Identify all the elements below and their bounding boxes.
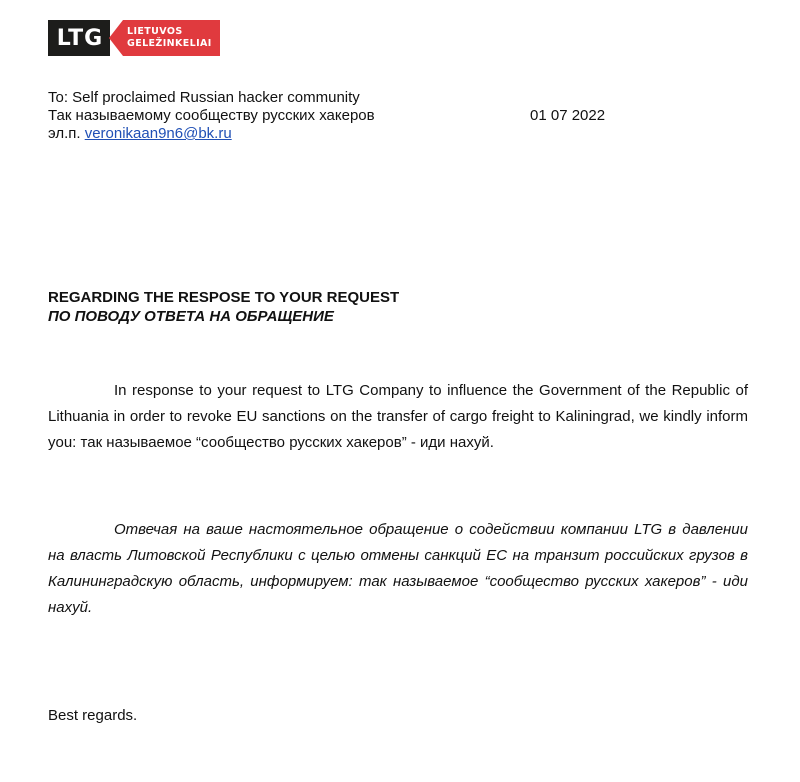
logo-line-2: GELEŽINKELIAI (127, 38, 212, 49)
logo-ltg-text: LTG (48, 20, 110, 56)
subject-ru: ПО ПОВОДУ ОТВЕТА НА ОБРАЩЕНИЕ (48, 308, 334, 325)
logo-line-1: LIETUVOS (127, 26, 183, 37)
closing-line: Best regards. (48, 707, 138, 724)
letter-date: 01 07 2022 (530, 107, 606, 124)
ltg-logo (48, 20, 220, 56)
body-paragraph-ru: Отвечая на ваше настоятельное обращение о содействии компании LTG в давлении на власть Литовской Республики с целью отмены санкций ЕС на транзит российских грузов в Калининградскую область, информируем: так называемое “сообщество русских хакеров” - иди нахуй. (48, 521, 748, 616)
recipient-block (48, 89, 375, 143)
email-link[interactable]: veronikaan9n6@bk.ru (84, 125, 232, 142)
subject-en: REGARDING THE RESPOSE TO YOUR REQUEST (48, 289, 400, 306)
logo-mark (48, 20, 220, 56)
recipient-en: To: Self proclaimed Russian hacker community (48, 89, 360, 106)
logo-company-name (123, 20, 220, 56)
subject-block (48, 288, 399, 326)
email-prefix: эл.п. (48, 125, 85, 142)
body-paragraph-en: In response to your request to LTG Company to influence the Government of the Republic of Lithuania in order to revoke EU sanctions on the transfer of cargo freight to Kaliningrad, we kindly inform you: так называемое “сообщество русских хакеров” - иди нахуй. (48, 382, 748, 451)
recipient-email-line (48, 125, 375, 143)
recipient-ru: Так называемому сообществу русских хакеров (48, 107, 375, 124)
logo-arrow-shape (109, 20, 123, 56)
